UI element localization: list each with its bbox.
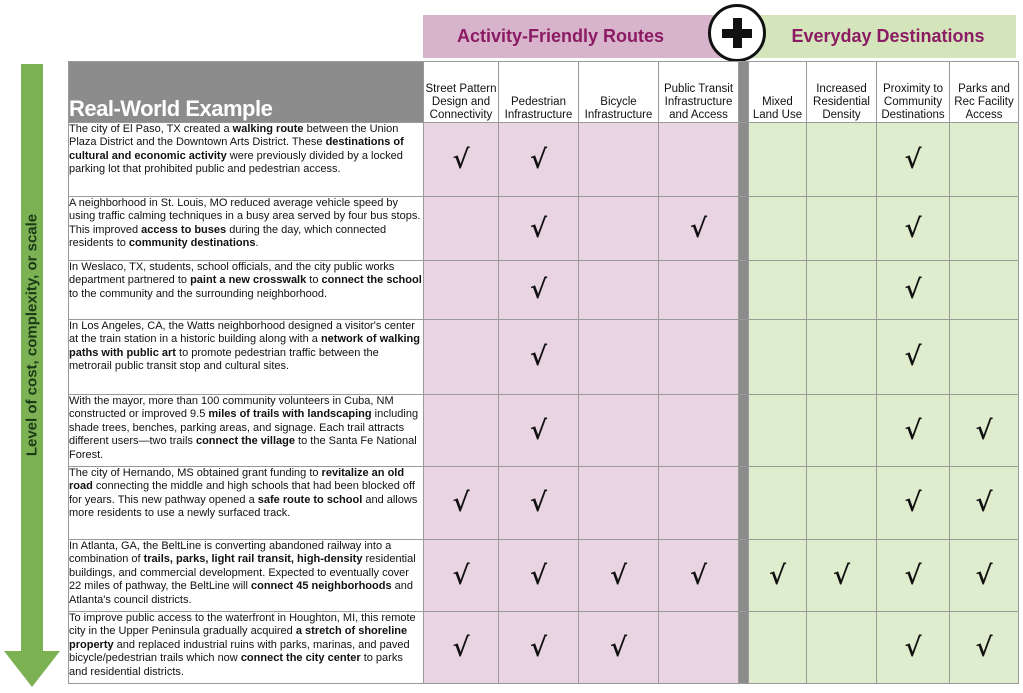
checkmark-icon: √ (529, 144, 548, 175)
col-header: Parks and Rec Facility Access (950, 62, 1019, 123)
checkmark-icon: √ (904, 144, 922, 175)
table-row (69, 467, 1019, 540)
check-cell (749, 395, 807, 467)
check-cell (499, 395, 579, 467)
check-cell (579, 197, 659, 261)
group-divider (739, 320, 749, 395)
checkmark-icon: √ (904, 342, 922, 372)
checkmark-icon: √ (529, 488, 548, 518)
check-cell (579, 123, 659, 197)
check-cell (579, 612, 659, 684)
table-row (69, 123, 1019, 197)
checkmark-icon: √ (452, 488, 470, 518)
check-cell (807, 612, 877, 684)
checkmark-icon: √ (904, 415, 922, 446)
table-row (69, 197, 1019, 261)
check-cell (579, 320, 659, 395)
check-cell (877, 395, 950, 467)
checkmark-icon: √ (904, 488, 922, 518)
checkmark-icon: √ (975, 415, 993, 446)
check-cell (424, 123, 499, 197)
checkmark-icon: √ (452, 144, 470, 175)
check-cell (579, 261, 659, 320)
table-row (69, 395, 1019, 467)
col-header: Proximity to Community Destinations (877, 62, 950, 123)
check-cell (807, 261, 877, 320)
check-cell (424, 395, 499, 467)
check-cell (950, 540, 1019, 612)
check-cell (424, 612, 499, 684)
example-description: A neighborhood in St. Louis, MO reduced average vehicle speed by using traffic calming techniques in a busy area served by four bus stops. This improved access to buses during the day, which connected residents to community destinations. (69, 197, 424, 261)
group-divider (739, 395, 749, 467)
check-cell (499, 320, 579, 395)
check-cell (877, 320, 950, 395)
check-cell (659, 123, 739, 197)
everyday-destinations-header (742, 15, 1016, 58)
group-divider (739, 197, 749, 261)
group-divider (739, 261, 749, 320)
check-cell (659, 467, 739, 540)
everyday-destinations-title: Everyday Destinations (791, 26, 985, 46)
group-divider (739, 123, 749, 197)
example-description: To improve public access to the waterfront in Houghton, MI, this remote city in the Upper Peninsula gradually acquired a stretch of shoreline property and replaced industrial ruins with parks, marinas, and paved bicycle/pedestrian trails which now connect the city center to parks and residential districts. (69, 612, 424, 684)
example-description: The city of El Paso, TX created a walking route between the Union Plaza District and the Downtown Arts District. These destinations of cultural and economic activity were previously divided by a locked parking lot that prohibited public and pedestrian access. (69, 123, 424, 197)
check-cell (807, 540, 877, 612)
check-cell (950, 467, 1019, 540)
check-cell (877, 261, 950, 320)
checkmark-icon: √ (832, 560, 851, 591)
checkmark-icon: √ (529, 275, 548, 305)
checkmark-icon: √ (452, 632, 470, 663)
check-cell (659, 261, 739, 320)
col-header: Bicycle Infrastructure (579, 62, 659, 123)
check-cell (424, 197, 499, 261)
axis-label: Level of cost, complexity, or scale (23, 213, 41, 457)
check-cell (877, 467, 950, 540)
checkmark-icon: √ (904, 213, 922, 244)
col-header: Pedestrian Infrastructure (499, 62, 579, 123)
table-row (69, 612, 1019, 684)
example-description: In Weslaco, TX, students, school officials, and the city public works department partnered to paint a new crosswalk to connect the school to the community and the surrounding neighborhood. (69, 261, 424, 320)
checkmark-icon: √ (529, 632, 548, 663)
check-cell (424, 261, 499, 320)
check-cell (877, 540, 950, 612)
check-cell (499, 123, 579, 197)
check-cell (499, 261, 579, 320)
group-divider (739, 467, 749, 540)
checkmark-icon: √ (768, 560, 787, 591)
checkmark-icon: √ (529, 560, 548, 591)
check-cell (950, 197, 1019, 261)
checkmark-icon: √ (975, 488, 993, 518)
check-cell (579, 395, 659, 467)
check-cell (659, 197, 739, 261)
table-row (69, 261, 1019, 320)
check-cell (950, 612, 1019, 684)
check-cell (499, 467, 579, 540)
col-header: Mixed Land Use (749, 62, 807, 123)
check-cell (749, 261, 807, 320)
check-cell (749, 612, 807, 684)
checkmark-icon: √ (529, 213, 548, 244)
real-world-example-header: Real-World Example (69, 62, 424, 123)
check-cell (877, 197, 950, 261)
check-cell (749, 197, 807, 261)
checkmark-icon: √ (529, 415, 548, 446)
check-cell (749, 540, 807, 612)
check-cell (950, 395, 1019, 467)
example-description: In Los Angeles, CA, the Watts neighborhood designed a visitor's center at the train station in a historic building along with a network of walking paths with public art to promote pedestrian traffic between the metrorail public transit stop and cultural sites. (69, 320, 424, 395)
check-cell (807, 123, 877, 197)
check-cell (749, 467, 807, 540)
down-arrow-icon (4, 651, 60, 687)
check-cell (749, 320, 807, 395)
check-cell (424, 540, 499, 612)
group-divider (739, 62, 749, 123)
check-cell (579, 467, 659, 540)
checkmark-icon: √ (904, 632, 922, 663)
checkmark-icon: √ (689, 213, 708, 244)
check-cell (424, 320, 499, 395)
checkmark-icon: √ (689, 560, 708, 591)
example-description: The city of Hernando, MS obtained grant funding to revitalize an old road connecting the middle and high schools that had been blocked off for years. This new pathway opened a safe route to school and allows more residents to use a newly surfaced track. (69, 467, 424, 540)
group-divider (739, 540, 749, 612)
check-cell (659, 395, 739, 467)
example-description: In Atlanta, GA, the BeltLine is converting abandoned railway into a combination of trails, parks, light rail transit, high-density residential buildings, and commercial development. Expected to eventually cover 22 miles of pathway, the BeltLine will connect 45 neighborhoods and Atlanta's council districts. (69, 540, 424, 612)
check-cell (807, 467, 877, 540)
checkmark-icon: √ (975, 560, 993, 591)
table-row (69, 320, 1019, 395)
check-cell (877, 612, 950, 684)
check-cell (499, 540, 579, 612)
check-cell (424, 467, 499, 540)
plus-icon (708, 4, 766, 62)
checkmark-icon: √ (609, 632, 628, 663)
group-divider (739, 612, 749, 684)
activity-friendly-routes-header (423, 15, 738, 58)
col-header: Street Pattern Design and Connectivity (424, 62, 499, 123)
check-cell (877, 123, 950, 197)
checkmark-icon: √ (904, 560, 922, 591)
check-cell (950, 320, 1019, 395)
examples-table (68, 61, 1019, 684)
table-header-row (69, 62, 1019, 123)
check-cell (659, 320, 739, 395)
check-cell (749, 123, 807, 197)
check-cell (950, 123, 1019, 197)
activity-friendly-routes-title: Activity-Friendly Routes (456, 26, 665, 46)
check-cell (499, 197, 579, 261)
check-cell (579, 540, 659, 612)
table-body (69, 123, 1019, 684)
check-cell (807, 197, 877, 261)
checkmark-icon: √ (904, 275, 922, 305)
check-cell (807, 395, 877, 467)
col-header: Increased Residential Density (807, 62, 877, 123)
checkmark-icon: √ (609, 560, 628, 591)
check-cell (659, 540, 739, 612)
col-header: Public Transit Infrastructure and Access (659, 62, 739, 123)
check-cell (807, 320, 877, 395)
checkmark-icon: √ (529, 342, 548, 372)
check-cell (950, 261, 1019, 320)
check-cell (659, 612, 739, 684)
checkmark-icon: √ (975, 632, 993, 663)
table-row (69, 540, 1019, 612)
checkmark-icon: √ (452, 560, 470, 591)
example-description: With the mayor, more than 100 community volunteers in Cuba, NM constructed or improved 9.5 miles of trails with landscaping including shade trees, benches, parking areas, and signage. Each trail attracts different users—two trails connect the village to the Santa Fe National Forest. (69, 395, 424, 467)
check-cell (499, 612, 579, 684)
